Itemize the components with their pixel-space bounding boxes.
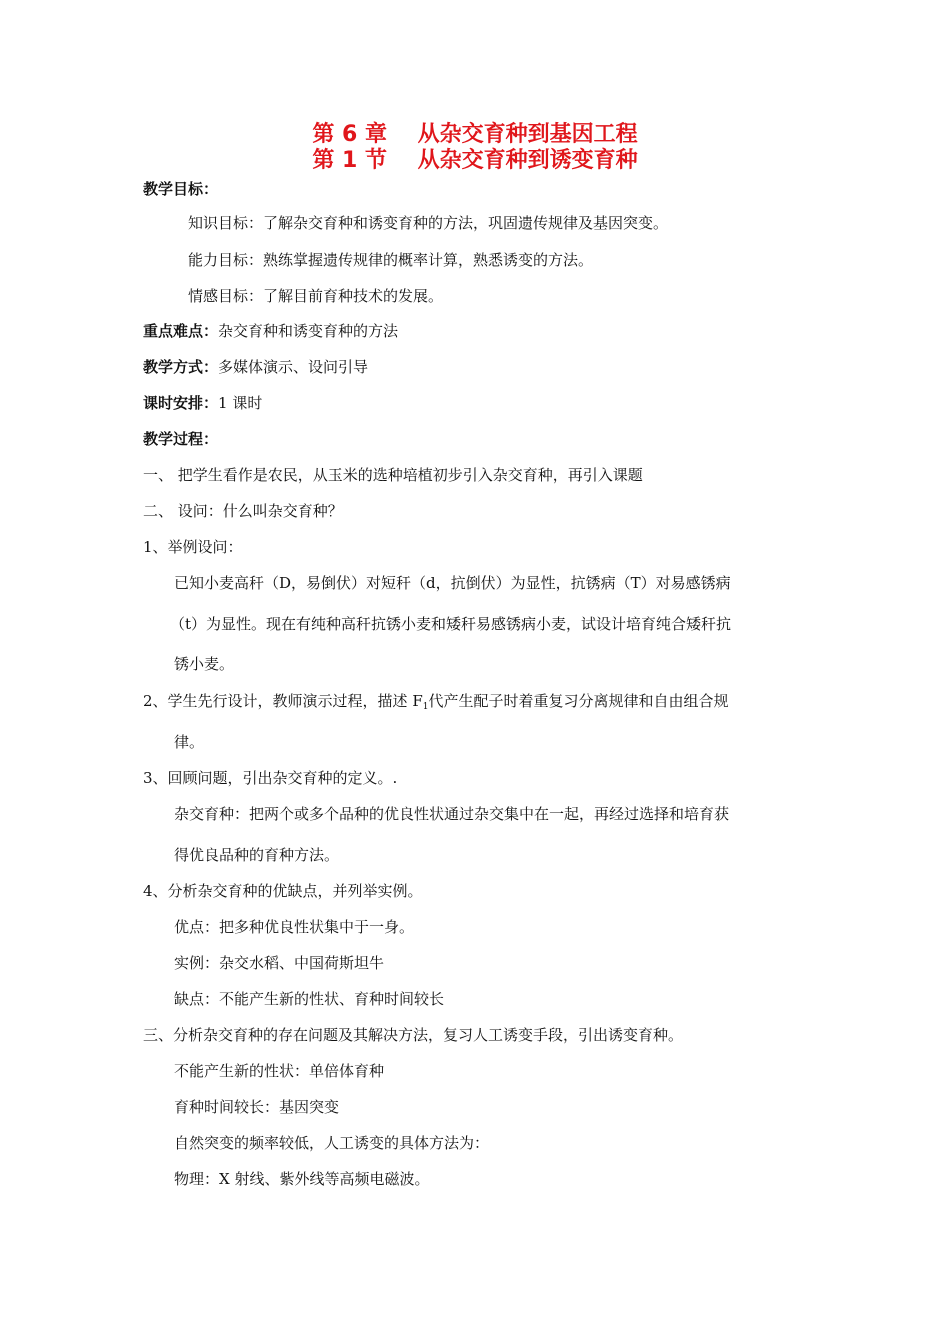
schedule-text: 1 课时 (218, 394, 263, 412)
item-4-advantage: 优点：把多种优良性状集中于一身。 (174, 918, 415, 936)
item-3-line-2: 得优良品种的育种方法。 (174, 846, 340, 864)
item-1-line-1: 已知小麦高秆（D，易倒伏）对短秆（d，抗倒伏）为显性，抗锈病（T）对易感锈病 (174, 574, 731, 592)
item-4-example: 实例：杂交水稻、中国荷斯坦牛 (174, 954, 385, 972)
key-points-label: 重点难点： (143, 322, 219, 340)
item-4-disadvantage: 缺点：不能产生新的性状、育种时间较长 (174, 990, 445, 1008)
item-2-text-a: 2、学生先行设计，教师演示过程，描述 F (143, 692, 423, 710)
item-1-line-2: （t）为显性。现在有纯种高秆抗锈小麦和矮秆易感锈病小麦，试设计培育纯合矮秆抗 (170, 615, 732, 633)
method-text: 多媒体演示、设问引导 (218, 358, 369, 376)
item-3-line-1: 杂交育种：把两个或多个品种的优良性状通过杂交集中在一起，再经过选择和培育获 (174, 805, 730, 823)
key-points-text: 杂交育种和诱变育种的方法 (218, 322, 399, 340)
method-label: 教学方式： (143, 358, 219, 376)
objectives-heading: 教学目标： (143, 180, 219, 198)
step-3-line-3: 自然突变的频率较低，人工诱变的具体方法为： (174, 1134, 490, 1152)
process-step-1: 一、 把学生看作是农民，从玉米的选种培植初步引入杂交育种，再引入课题 (143, 466, 643, 484)
key-points-row (143, 321, 398, 341)
ability-objective: 能力目标：熟练掌握遗传规律的概率计算，熟悉诱变的方法。 (188, 251, 594, 269)
schedule-label: 课时安排： (143, 394, 219, 412)
method-row (143, 357, 368, 377)
title-block (0, 122, 950, 174)
item-2-line-2: 律。 (174, 733, 205, 751)
item-1-title: 1、举例设问： (143, 538, 243, 556)
schedule-row (143, 393, 262, 413)
process-step-2: 二、 设问：什么叫杂交育种？ (143, 502, 343, 520)
process-heading: 教学过程： (143, 430, 219, 448)
step-3-line-1: 不能产生新的性状：单倍体育种 (174, 1062, 385, 1080)
section-title: 第 1 节 从杂交育种到诱变育种 (312, 148, 638, 173)
chapter-title: 第 6 章 从杂交育种到基因工程 (312, 122, 638, 147)
item-3-title: 3、回顾问题，引出杂交育种的定义。. (143, 769, 398, 787)
item-4-title: 4、分析杂交育种的优缺点，并列举实例。 (143, 882, 423, 900)
item-1-line-3: 锈小麦。 (174, 655, 235, 673)
step-3-line-2: 育种时间较长：基因突变 (174, 1098, 340, 1116)
emotion-objective: 情感目标：了解目前育种技术的发展。 (188, 287, 444, 305)
item-2-subscript: 1 (422, 702, 429, 712)
process-step-3: 三、分析杂交育种的存在问题及其解决方法，复习人工诱变手段，引出诱变育种。 (143, 1026, 684, 1044)
item-2-line-1 (143, 691, 728, 717)
knowledge-objective: 知识目标：了解杂交育种和诱变育种的方法，巩固遗传规律及基因突变。 (188, 214, 669, 232)
item-2-text-b: 代产生配子时着重复习分离规律和自由组合规 (428, 692, 729, 710)
step-3-line-4: 物理：X 射线、紫外线等高频电磁波。 (174, 1170, 430, 1188)
